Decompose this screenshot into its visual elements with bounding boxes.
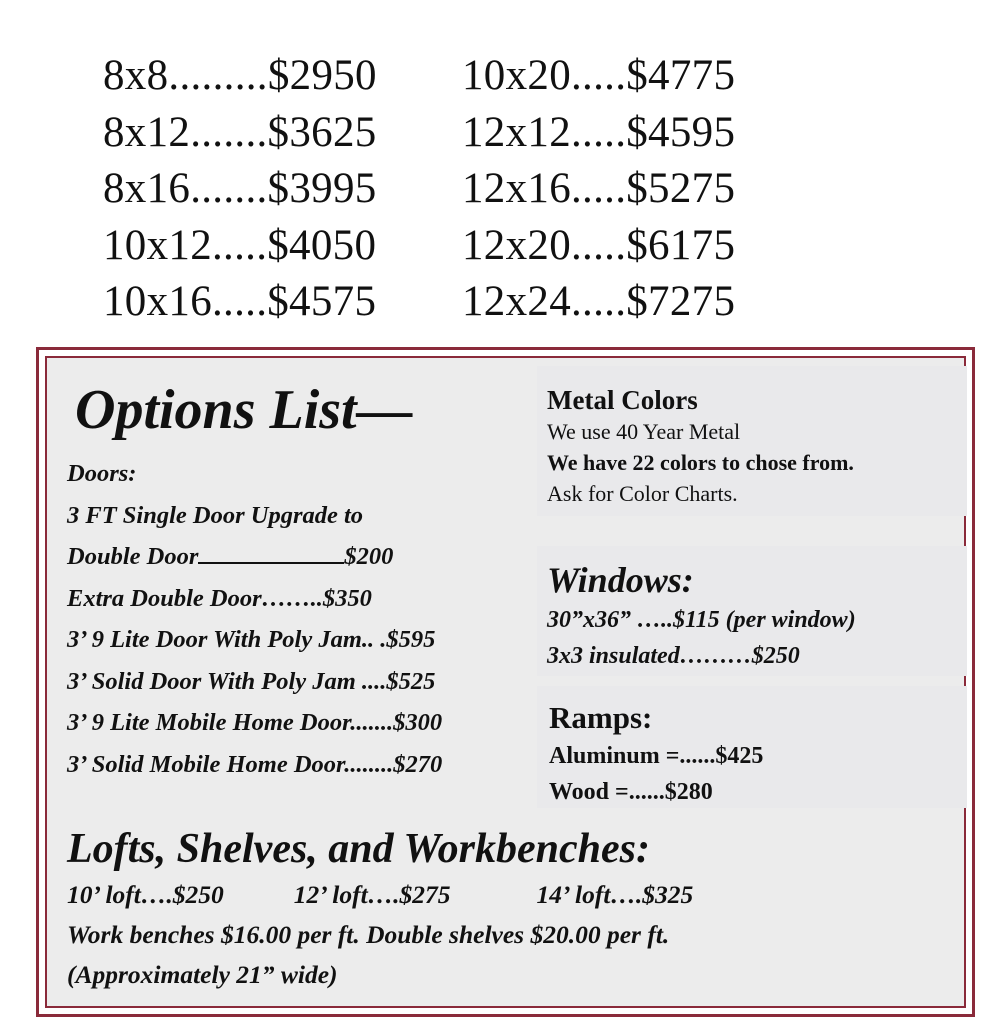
price-table <box>0 48 995 338</box>
options-box <box>36 347 975 1017</box>
loft-10: 10’ loft….$250 <box>67 880 224 909</box>
ramp-option: Aluminum =......$425 <box>549 743 764 769</box>
options-box-inner <box>45 356 966 1008</box>
price-row: 12x12.....$4595 <box>462 108 736 156</box>
window-option: 3x3 insulated………$250 <box>547 643 800 669</box>
price-row: 8x16.......$3995 <box>103 165 377 212</box>
door-option: Extra Double Door……..$350 <box>67 584 372 612</box>
door-option <box>67 536 442 578</box>
price-row: 12x20.....$6175 <box>462 221 736 269</box>
door-option: 3’ 9 Lite Door With Poly Jam.. .$595 <box>67 626 436 653</box>
door-option: 3’ Solid Door With Poly Jam ....$525 <box>67 667 436 695</box>
price-row: 12x16.....$5275 <box>462 165 736 212</box>
window-option: 30”x36” …..$115 (per window) <box>547 607 856 633</box>
door-option: 3’ Solid Mobile Home Door........$270 <box>67 750 443 778</box>
windows-section <box>547 558 856 674</box>
price-column-left <box>103 48 377 331</box>
price-column-right <box>462 48 735 331</box>
price-row: 12x24.....$7275 <box>462 278 736 325</box>
metal-colors-title: Metal Colors <box>547 385 698 415</box>
price-row: 8x8.........$2950 <box>103 52 377 99</box>
price-row: 10x12.....$4050 <box>103 221 377 269</box>
windows-title: Windows: <box>547 560 694 600</box>
options-title: Options List— <box>75 379 413 441</box>
loft-14: 14’ loft….$325 <box>536 880 694 909</box>
doors-section <box>67 453 442 785</box>
price-row: 10x16.....$4575 <box>103 278 377 325</box>
metal-line: We use 40 Year Metal <box>547 419 741 444</box>
price-row: 8x12.......$3625 <box>103 108 377 156</box>
door-option-price: $200 <box>344 543 394 570</box>
metal-line: We have 22 colors to chose from. <box>547 450 854 475</box>
door-option: 3 FT Single Door Upgrade to <box>67 501 364 529</box>
ramps-section <box>549 698 763 810</box>
ramp-option: Wood =......$280 <box>549 779 713 805</box>
loft-options <box>67 875 693 915</box>
door-option-label: Double Door <box>67 543 199 570</box>
lofts-section <box>67 823 693 995</box>
metal-line: Ask for Color Charts. <box>547 481 738 506</box>
door-option: 3’ 9 Lite Mobile Home Door.......$300 <box>67 709 443 736</box>
metal-colors-section <box>547 384 967 509</box>
blank-line <box>198 542 344 564</box>
ramps-title: Ramps: <box>549 700 653 735</box>
workbench-line: Work benches $16.00 per ft. Double shelves $20.00 per ft. <box>67 920 670 949</box>
doors-heading: Doors: <box>67 460 137 487</box>
lofts-title: Lofts, Shelves, and Workbenches: <box>67 826 650 872</box>
price-row: 10x20.....$4775 <box>462 52 736 99</box>
loft-12: 12’ loft….$275 <box>293 880 451 909</box>
shelf-width-note: (Approximately 21” wide) <box>67 960 338 989</box>
